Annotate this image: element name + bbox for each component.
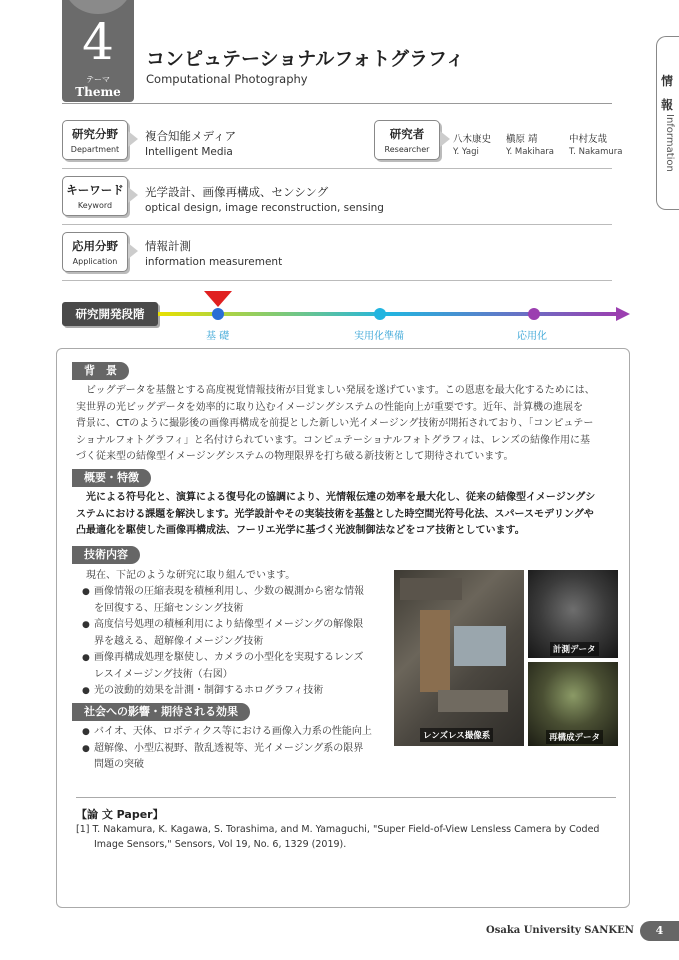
list-item (82, 683, 382, 700)
list-item (82, 617, 382, 650)
background-line: ビッグデータを基盤とする高度視覚情報技術が目覚ましい発展を遂げています。この恩恵を最大化するためには、 (76, 385, 595, 396)
list-item (82, 584, 382, 617)
department-label-box (62, 120, 128, 160)
keyword-value-en: optical design, image reconstruction, sensing (145, 202, 384, 214)
researcher-name-jp: 槇原 靖 (506, 134, 538, 145)
list-item-line: ● 画像再構成処理を駆使し、カメラの小型化を実現するレンズ (94, 652, 364, 663)
list-item (82, 741, 382, 774)
stage-point-preparation (374, 308, 386, 320)
theme-word: Theme (75, 85, 121, 99)
background-paragraph (76, 383, 616, 466)
reference-line: [1] T. Nakamura, K. Kagawa, S. Torashima, and M. Yamaguchi, "Super Field-of-View Lensless Camera by Coded (76, 824, 600, 835)
overview-line: ステムにおける課題を解決します。光学設計やその実装技術を基盤とした時空間光符号化法、スパースモデリングや (76, 508, 594, 520)
background-line: 実世界の光ビッグデータを効率的に取り込むイメージングシステムの性能向上が重要です。近年、計算機の進展を (76, 401, 584, 413)
theme-tab-arc (64, 0, 132, 14)
list-item-line: ● 高度信号処理の積極利用により結像型イメージングの解像限 (94, 619, 364, 630)
stage-point-basic (212, 308, 224, 320)
theme-number: 4 (82, 13, 114, 71)
stage-current-marker (204, 291, 232, 307)
theme-label: テーマ (86, 75, 110, 84)
stage-progress-bar (150, 288, 635, 328)
overview-paragraph (76, 490, 616, 540)
references-heading: 【論 文 Paper】 (76, 808, 164, 821)
list-item-line: 界を越える、超解像イメージング技術 (94, 635, 264, 647)
list-item-line: レスイメージング技術（右図） (94, 668, 233, 680)
stage-arrowhead (616, 307, 630, 321)
researcher-arrow (440, 131, 450, 147)
stage-point-label-basic: 基 礎 (206, 331, 230, 342)
photo-detail (454, 626, 506, 666)
row-divider (62, 280, 612, 281)
reference-entry (76, 822, 616, 852)
reference-line: Image Sensors," Sensors, Vol 19, No. 6, 1329 (2019). (94, 839, 347, 850)
photo-detail (400, 578, 462, 600)
overview-line: 凸最適化を駆使した画像再構成法、フーリエ光学に基づく光波制御法などをコア技術としています。 (76, 525, 525, 536)
row-divider (62, 168, 612, 169)
stage-point-label-application: 応用化 (517, 331, 547, 342)
list-item-line: ● バイオ、天体、ロボティクス等における画像入力系の性能向上 (94, 726, 372, 737)
impact-list (82, 724, 382, 774)
side-tab-char-2: 報 (661, 98, 674, 112)
technology-intro: 現在、下記のような研究に取り組んでいます。 (86, 570, 296, 581)
application-label-en: Application (72, 257, 118, 266)
background-line: ショナルフォトグラフィ」と名付けられています。コンピュテーショナルフォトグラフィは、レンズの結像作用に基 (76, 434, 591, 446)
page-number: 4 (640, 921, 679, 941)
department-value-en: Intelligent Media (145, 146, 233, 158)
keyword-value-jp: 光学設計、画像再構成、センシング (145, 185, 329, 199)
researcher-name-jp: 中村友哉 (569, 134, 608, 145)
measurement-data-label: 計測データ (550, 642, 599, 656)
list-item-line: を回復する、圧縮センシング技術 (94, 602, 244, 614)
list-item (82, 650, 382, 683)
footer-text: Osaka University SANKEN (486, 925, 634, 936)
researcher-name-en: T. Nakamura (569, 147, 623, 157)
lensless-camera-label: レンズレス撮像系 (420, 728, 493, 742)
measurement-data-image (528, 570, 618, 658)
stage-point-label-preparation: 実用化準備 (354, 331, 404, 342)
reference-divider (76, 797, 616, 798)
photo-detail (420, 610, 450, 692)
theme-tab (62, 0, 134, 102)
page-title: コンピュテーショナルフォトグラフィ (146, 48, 465, 70)
background-heading: 背 景 (72, 362, 129, 380)
department-arrow (128, 131, 138, 147)
list-item-line: ● 超解像、小型広視野、散乱透視等、光イメージング系の限界 (94, 742, 364, 754)
side-tab-english: Information (664, 114, 675, 172)
department-value-jp: 複合知能メディア (145, 129, 237, 143)
page-subtitle: Computational Photography (146, 72, 308, 86)
stage-label: 研究開発段階 (62, 302, 158, 326)
keyword-label-jp: キーワード (66, 183, 124, 197)
overview-line: 光による符号化と、演算による復号化の協調により、光情報伝達の効率を最大化し、従来の結像型イメージングシ (76, 492, 596, 503)
lensless-camera-photo (394, 570, 524, 746)
researcher-name-jp: 八木康史 (453, 134, 492, 145)
application-label-box (62, 232, 128, 272)
stage-point-application (528, 308, 540, 320)
technology-heading: 技術内容 (72, 546, 140, 564)
reconstruction-data-image (528, 662, 618, 746)
application-value-en: information measurement (145, 256, 283, 268)
list-item (82, 724, 382, 741)
stage-gradient-line (158, 312, 618, 316)
application-value-jp: 情報計測 (145, 239, 191, 253)
background-line: 背景に、CTのように撮影後の画像再構成を前提とした新しい光イメージング技術が開拓されており、「コンピュテー (76, 418, 594, 429)
side-tab-char-1: 情 (661, 74, 674, 88)
keyword-label-en: Keyword (77, 201, 113, 210)
application-label-jp: 応用分野 (72, 239, 118, 253)
overview-heading: 概要・特徴 (72, 469, 151, 487)
department-label-jp: 研究分野 (72, 127, 118, 141)
researcher-name-en: Y. Makihara (506, 147, 554, 157)
impact-heading: 社会への影響・期待される効果 (72, 703, 250, 721)
technology-list (82, 584, 382, 700)
researcher-label-en: Researcher (384, 145, 430, 154)
row-divider (62, 224, 612, 225)
background-line: づく従来型の結像型イメージングシステムの物理限界を打ち破る新技術として期待されています。 (76, 451, 514, 462)
list-item-line: ● 光の波動的効果を計測・制御するホログラフィ技術 (94, 685, 324, 696)
reconstruction-data-label: 再構成データ (546, 730, 603, 744)
researcher-label-jp: 研究者 (389, 127, 425, 141)
title-divider (62, 103, 612, 104)
application-arrow (128, 243, 138, 259)
list-item-line: ● 画像情報の圧縮表現を積極利用し、少数の観測から密な情報 (94, 586, 364, 597)
keyword-label-box (62, 176, 128, 216)
researcher-name-en: Y. Yagi (453, 147, 479, 157)
keyword-arrow (128, 187, 138, 203)
list-item-line: 問題の突破 (94, 759, 144, 770)
photo-detail (438, 690, 508, 712)
department-label-en: Department (70, 145, 120, 154)
researcher-label-box (374, 120, 440, 160)
